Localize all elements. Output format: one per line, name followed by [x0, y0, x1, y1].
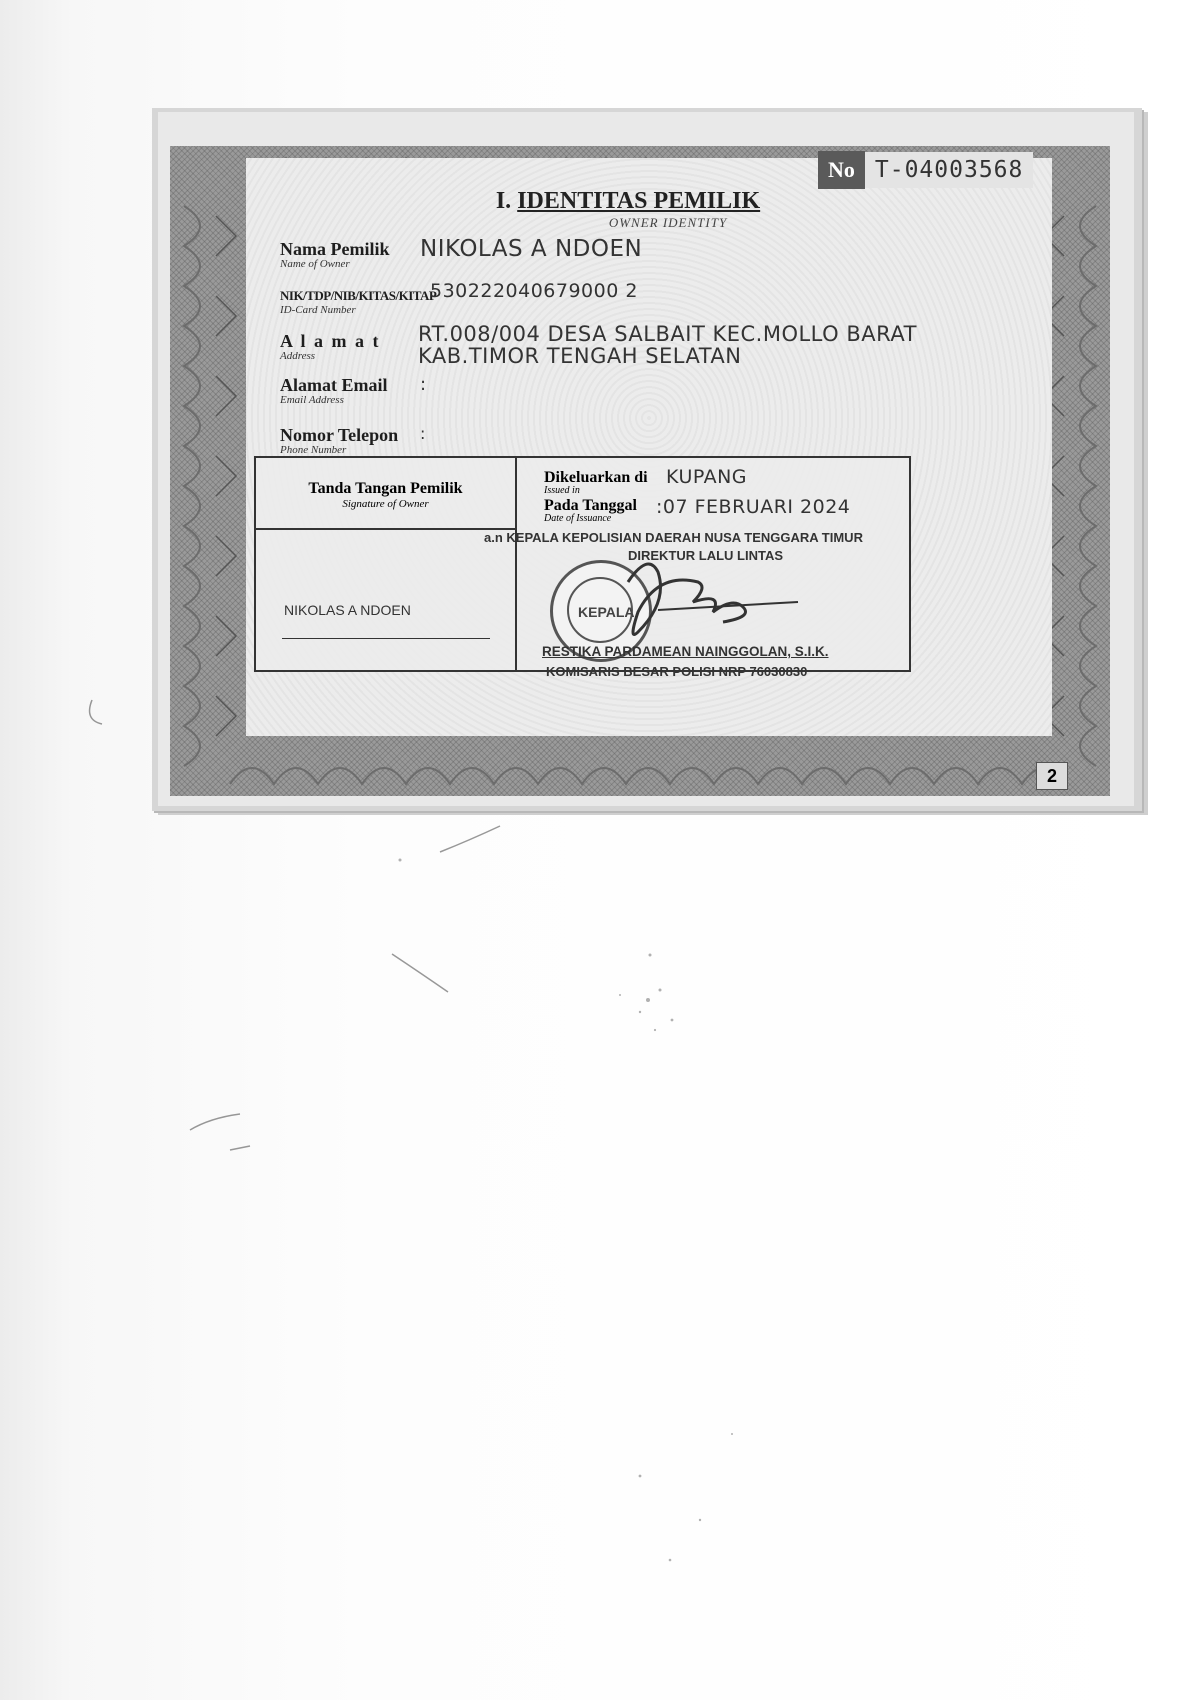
document-number-value: T-04003568: [865, 152, 1033, 188]
issue-date-value: :07 FEBRUARI 2024: [656, 496, 851, 518]
owner-name-value: NIKOLAS A NDOEN: [420, 236, 643, 262]
issuer-line-1: a.n KEPALA KEPOLISIAN DAERAH NUSA TENGGARA TIMUR: [484, 530, 863, 545]
phone-label: Nomor Telepon Phone Number: [280, 425, 399, 456]
address-value-line-1: RT.008/004 DESA SALBAIT KEC.MOLLO BARAT: [418, 322, 917, 346]
section-subheading: OWNER IDENTITY: [608, 215, 728, 230]
phone-value: :: [420, 424, 426, 443]
page-number: 2: [1036, 762, 1068, 790]
issuer-line-2: DIREKTUR LALU LINTAS: [628, 548, 784, 563]
issue-date-label: Pada Tanggal Date of Issuance: [544, 497, 637, 524]
address-label: A l a m a t Address: [280, 331, 381, 362]
section-number: I.: [495, 188, 512, 214]
stamp-text: KEPALA: [578, 604, 635, 620]
issued-in-value: KUPANG: [666, 466, 748, 488]
section-heading: IDENTITAS PEMILIK: [517, 188, 761, 214]
id-number-label: NIK/TDP/NIB/KITAS/KITAP ID-Card Number: [280, 288, 437, 316]
id-number-value: 530222040679000 2: [430, 280, 638, 302]
official-name: RESTIKA PARDAMEAN NAINGGOLAN, S.I.K.: [542, 644, 829, 659]
email-value: :: [420, 374, 427, 395]
issued-in-label: Dikeluarkan di Issued in: [544, 469, 648, 496]
email-label: Alamat Email Email Address: [280, 375, 388, 406]
owner-signature-label: Tanda Tangan Pemilik Signature of Owner: [308, 480, 463, 510]
official-rank: KOMISARIS BESAR POLISI NRP 76030830: [546, 664, 808, 679]
owner-printed-name: NIKOLAS A NDOEN: [284, 602, 411, 618]
document-number-label: No: [818, 151, 865, 189]
address-value-line-2: KAB.TIMOR TENGAH SELATAN: [418, 344, 742, 368]
owner-name-label: Nama Pemilik Name of Owner: [280, 239, 390, 270]
